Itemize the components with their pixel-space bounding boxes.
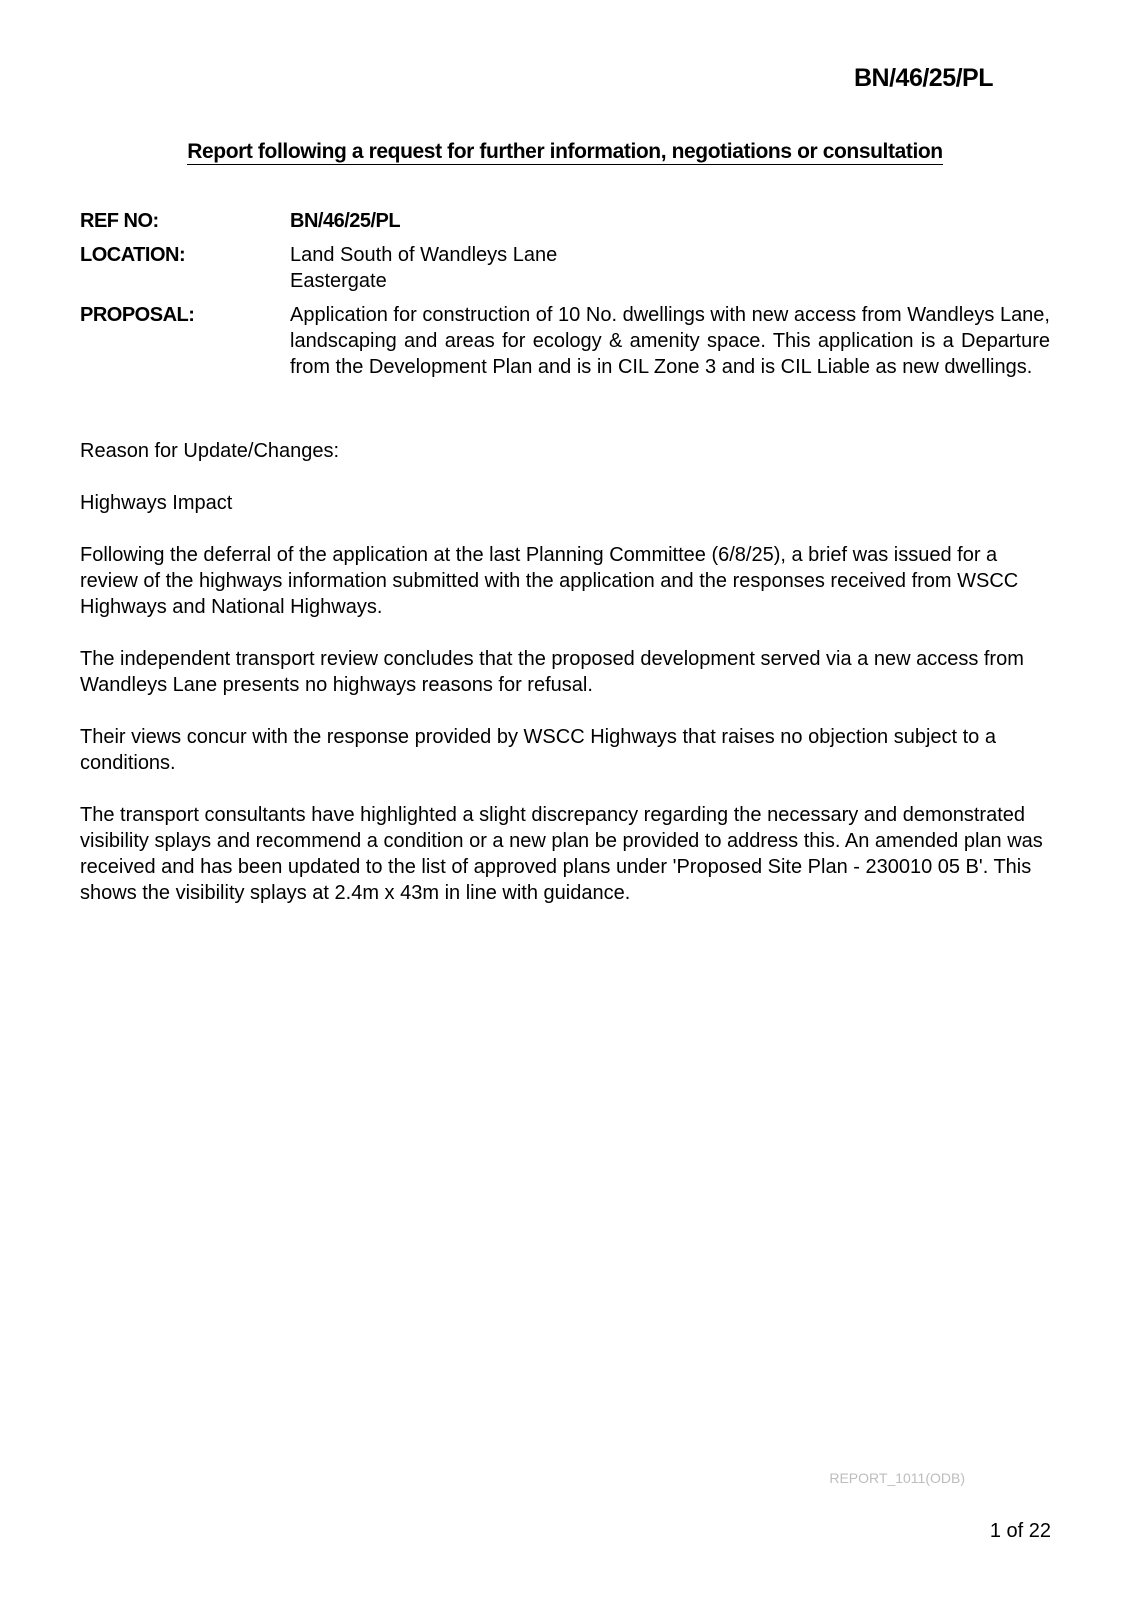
- ref-no-row: [80, 208, 1050, 234]
- ref-no-value: BN/46/25/PL: [290, 210, 401, 232]
- document-reference-header: BN/46/25/PL: [853, 64, 993, 92]
- report-title-text: Report following a request for further information, negotiations or consultation: [187, 140, 943, 163]
- highways-impact-subheading: Highways Impact: [80, 492, 233, 514]
- report-title: [0, 140, 1130, 164]
- proposal-label: PROPOSAL:: [80, 304, 195, 326]
- application-details: [80, 208, 1050, 388]
- location-line-1: Land South of Wandleys Lane: [290, 244, 558, 266]
- body-paragraph: Their views concur with the response provided by WSCC Highways that raises no objection subject to a conditions.: [80, 726, 996, 774]
- ref-no-label: REF NO:: [80, 210, 159, 232]
- location-line-2: Eastergate: [290, 270, 387, 292]
- page-number: 1 of 22: [989, 1520, 1051, 1542]
- report-code: REPORT_1011(ODB): [829, 1470, 965, 1486]
- proposal-value: Application for construction of 10 No. dwellings with new access from Wandleys Lane, landscaping and areas for ecology & amenity space. This application is a Departure from the Development Plan and is in CIL Zone 3 and is CIL Liable as new dwellings.: [290, 304, 1050, 378]
- report-body: [80, 438, 1050, 932]
- body-paragraph: The transport consultants have highlighted a slight discrepancy regarding the necessary and demonstrated visibility splays and recommend a condition or a new plan be provided to address this. An amended plan was received and has been updated to the list of approved plans under 'Proposed Site Plan - 230010 05 B'. This shows the visibility splays at 2.4m x 43m in line with guidance.: [80, 804, 1043, 904]
- reason-heading: Reason for Update/Changes:: [80, 440, 340, 462]
- location-label: LOCATION:: [80, 244, 186, 266]
- body-paragraph: The independent transport review concludes that the proposed development served via a new access from Wandleys Lane presents no highways reasons for refusal.: [80, 648, 1024, 696]
- body-paragraph: Following the deferral of the application at the last Planning Committee (6/8/25), a brief was issued for a review of the highways information submitted with the application and the responses received from WSCC Highways and National Highways.: [80, 544, 1019, 618]
- proposal-row: [80, 302, 1050, 380]
- location-value: [290, 242, 1050, 294]
- location-row: [80, 242, 1050, 294]
